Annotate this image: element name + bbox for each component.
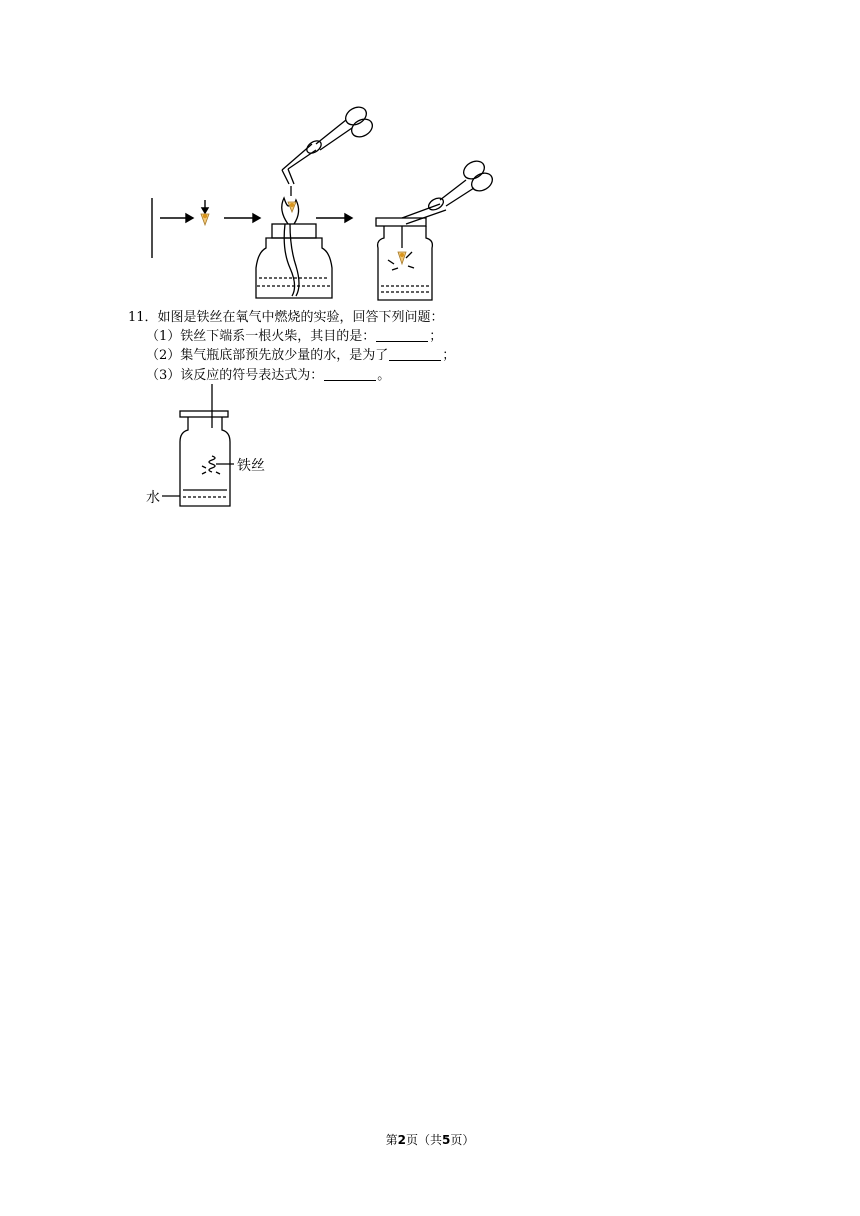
iron-wire-experiment-steps-figure bbox=[140, 100, 520, 310]
part-label: （2） bbox=[146, 348, 181, 363]
footer-page-number: 2 bbox=[397, 1133, 406, 1147]
part-punct: ； bbox=[429, 329, 443, 344]
footer-total-pages: 5 bbox=[442, 1133, 451, 1147]
part-punct: 。 bbox=[377, 368, 391, 383]
answer-blank[interactable] bbox=[376, 328, 428, 342]
gas-bottle-iron-wire-figure bbox=[140, 384, 290, 514]
question-part-3 bbox=[146, 367, 390, 385]
page-footer bbox=[0, 1131, 860, 1148]
answer-blank[interactable] bbox=[389, 347, 441, 361]
part-punct: ； bbox=[442, 348, 456, 363]
part-text: 该反应的符号表达式为： bbox=[180, 368, 324, 383]
wire-label: 铁丝 bbox=[237, 458, 265, 474]
match-icon bbox=[201, 214, 209, 225]
question-part-1 bbox=[146, 328, 442, 346]
part-label: （3） bbox=[146, 368, 181, 383]
question-number: 11． bbox=[128, 310, 158, 325]
part-text: 集气瓶底部预先放少量的水，是为了 bbox=[180, 348, 389, 363]
question-part-2 bbox=[146, 347, 455, 365]
question-stem-text: 如图是铁丝在氧气中燃烧的实验，回答下列问题： bbox=[157, 310, 444, 325]
question-stem bbox=[128, 309, 444, 327]
water-label: 水 bbox=[146, 490, 160, 506]
footer-mid: 页（共 bbox=[405, 1133, 442, 1147]
answer-blank[interactable] bbox=[324, 367, 376, 381]
part-text: 铁丝下端系一根火柴，其目的是： bbox=[180, 329, 376, 344]
footer-prefix: 第 bbox=[385, 1133, 398, 1147]
footer-suffix: 页） bbox=[450, 1133, 475, 1147]
part-label: （1） bbox=[146, 329, 181, 344]
